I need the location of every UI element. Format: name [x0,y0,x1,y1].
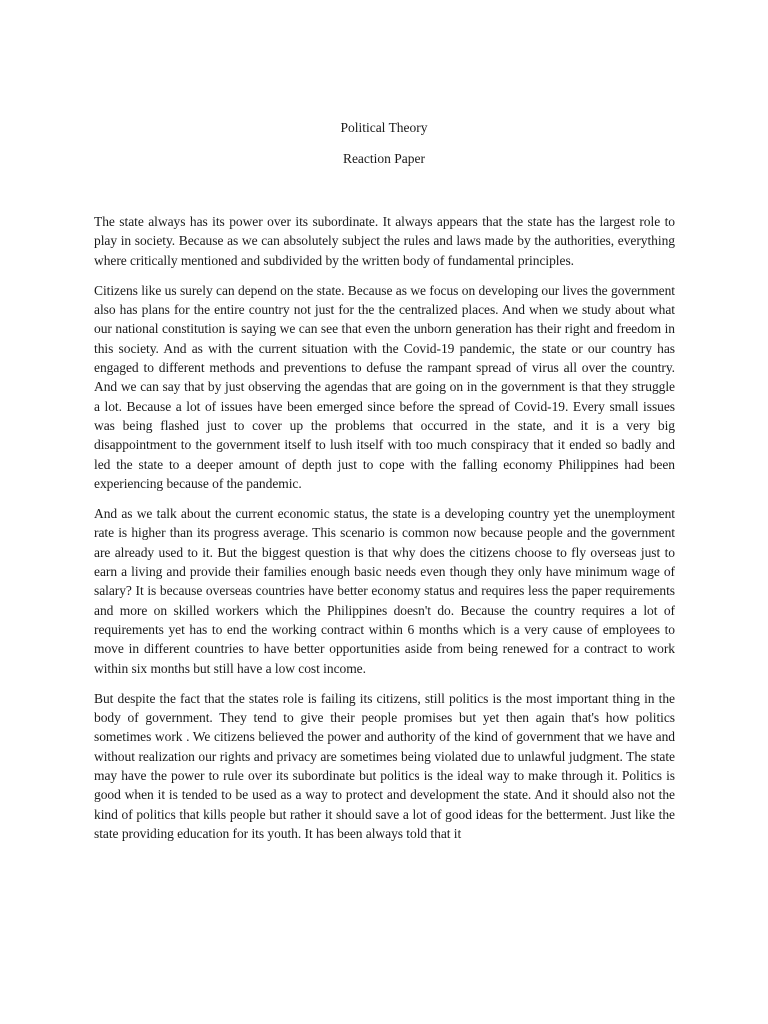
document-subtitle: Reaction Paper [342,151,426,166]
document-title: Political Theory [340,120,428,135]
document-body [94,212,675,854]
paragraph: The state always has its power over its subordinate. It always appears that the state has the largest role to play in society. Because as we can absolutely subject the rules and laws made by the authorities, everything where critically mentioned and subdivided by the written body of fundamental principles. [94,214,675,268]
paragraph: But despite the fact that the states role is failing its citizens, still politics is the most important thing in the body of government. They tend to give their people promises but yet then again that's how politics sometimes work . We citizens believed the power and authority of the kind of government that we have and without realization our rights and privacy are sometimes being violated due to unlawful judgment. The state may have the power to rule over its subordinate but politics is the ideal way to make through it. Politics is good when it is tended to be used as a way to protect and development the state. And it should also not the kind of politics that kills people but rather it should save a lot of good ideas for the betterment. Just like the state providing education for its youth. It has been always told that it [94,690,675,841]
paragraph: And as we talk about the current economic status, the state is a developing country yet the unemployment rate is higher than its progress average. This scenario is common now because people and the government are already used to it. But the biggest question is that why does the citizens choose to fly overseas just to earn a living and provide their families enough basic needs even though they only have minimum wage of salary? It is because overseas countries have better economy status and requires less the paper requirements and more on skilled workers which the Philippines doesn't do. Because the country requires a lot of requirements yet has to end the working contract within 6 months which is a very cause of employees to move in different countries to have better opportunities aside from being renewed for a contract to work within six months but still have a low cost income. [94,506,675,676]
paragraph: Citizens like us surely can depend on the state. Because as we focus on developing our lives the government also has plans for the entire country not just for the the centralized places. And when we study about what our national constitution is saying we can see that even the unborn generation has their right and freedom in this society. And as with the current situation with the Covid-19 pandemic, the state or our country has engaged to different methods and preventions to defuse the rampant spread of virus all over the country. And we can say that by just observing the agendas that are going on in the government is that they struggle a lot. Because a lot of issues have been emerged since before the spread of Covid-19. Every small issues was being flashed just to cover up the problems that occurred in the state, and it is a very big disappointment to the government itself to lush itself with too much conspiracy that it ended so badly and led the state to a deeper amount of depth just to cope with the falling economy Philippines had been experiencing because of the pandemic. [94,282,675,491]
